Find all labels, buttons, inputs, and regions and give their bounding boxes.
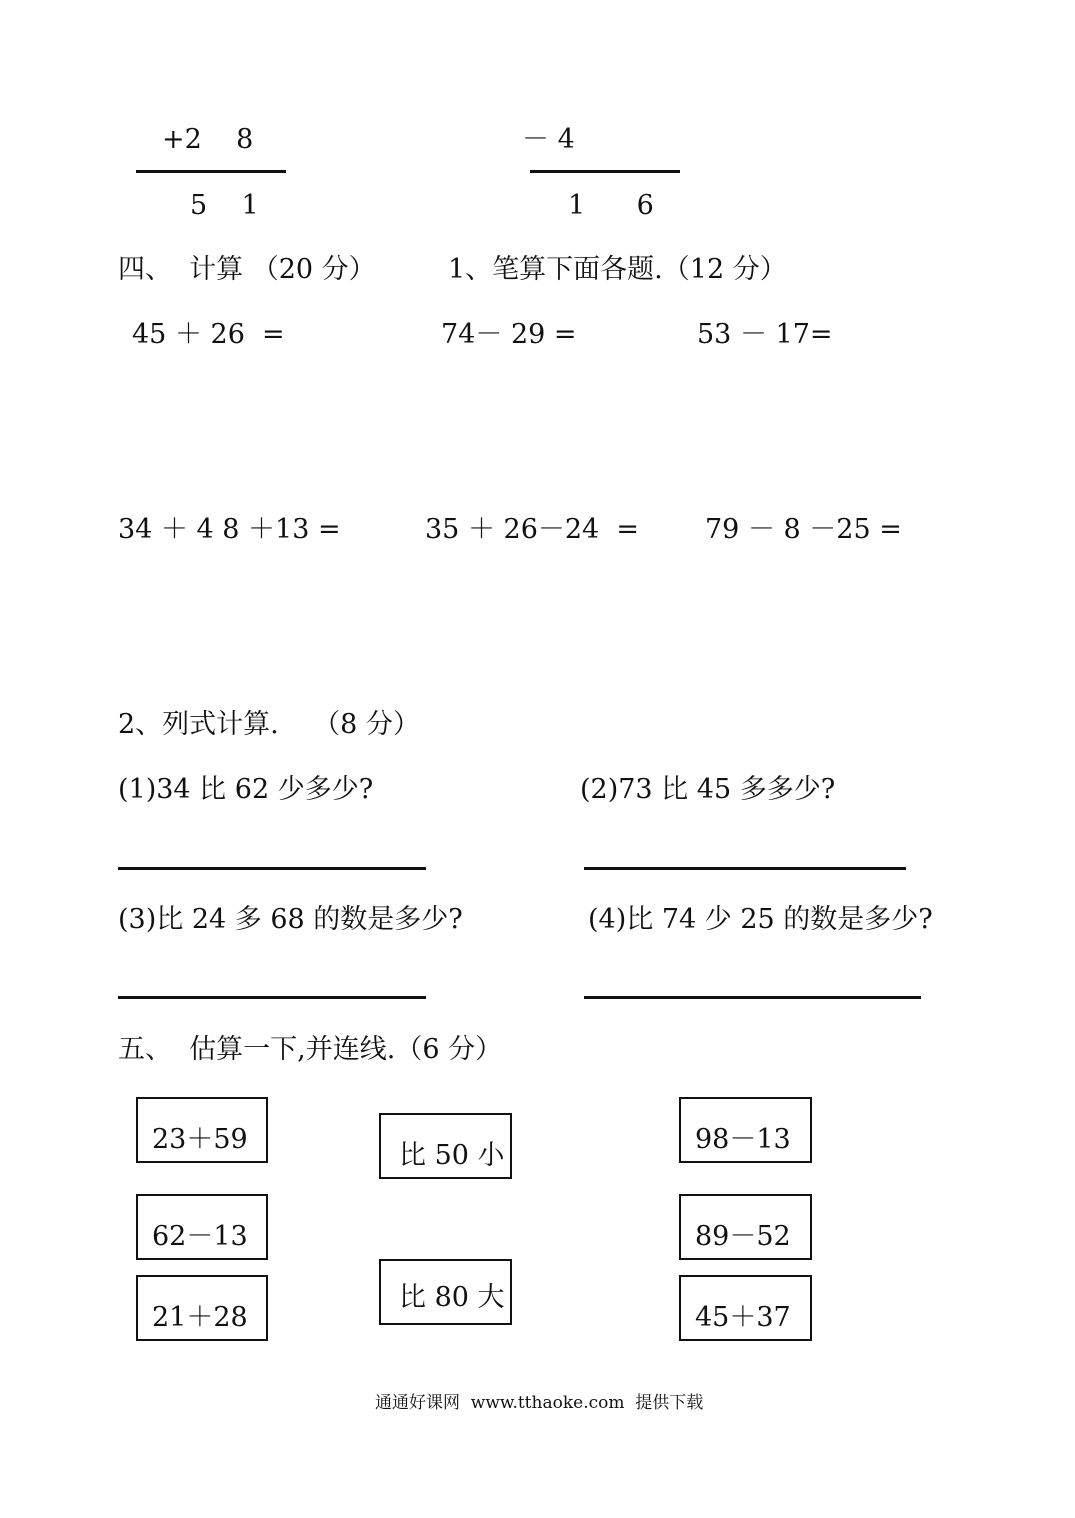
calc-row1-item3: 53 － 17= (697, 319, 833, 350)
answer-line-3[interactable] (118, 996, 426, 999)
answer-line-2[interactable] (584, 867, 906, 870)
vertical-left-rule (136, 170, 286, 173)
estimate-box-right-2[interactable] (679, 1194, 812, 1260)
question-2: (2)73 比 45 多多少? (580, 774, 836, 805)
question-1: (1)34 比 62 少多少? (118, 774, 374, 805)
calc-row2-item3: 79 － 8 －25 = (705, 514, 902, 545)
section5-title: 五、 估算一下,并连线.（6 分） (118, 1034, 503, 1065)
question-3: (3)比 24 多 68 的数是多少? (118, 904, 463, 935)
footer-credit: 通通好课网 www.tthaoke.com 提供下载 (375, 1393, 704, 1413)
estimate-box-right-3[interactable] (679, 1275, 812, 1341)
vertical-right-line2: 1 6 (568, 190, 654, 221)
estimate-box-label: 比 80 大 (399, 1282, 505, 1313)
estimate-box-label: 23＋59 (152, 1124, 248, 1155)
estimate-box-label: 45＋37 (695, 1302, 791, 1333)
estimate-box-label: 比 50 小 (399, 1140, 505, 1171)
vertical-left-line1: +2 8 (162, 124, 254, 155)
estimate-box-right-1[interactable] (679, 1097, 812, 1163)
section4-sub1: 1、笔算下面各题.（12 分） (448, 254, 787, 285)
estimate-box-label: 89－52 (695, 1221, 791, 1252)
calc-row2-item2: 35 ＋ 26－24 = (425, 514, 640, 545)
section4-sub2: 2、列式计算. （8 分） (118, 709, 420, 740)
section4-title: 四、 计算 （20 分） (118, 254, 376, 285)
calc-row2-item1: 34 ＋ 4 8 ＋13 = (118, 514, 341, 545)
vertical-right-rule (530, 170, 680, 173)
question-4: (4)比 74 少 25 的数是多少? (588, 904, 933, 935)
vertical-left-line2: 5 1 (190, 190, 259, 221)
estimate-box-middle-2[interactable] (379, 1259, 512, 1325)
estimate-box-left-1[interactable] (136, 1097, 268, 1163)
answer-line-4[interactable] (584, 996, 921, 999)
vertical-right-line1: － 4 (522, 124, 575, 155)
estimate-box-label: 21＋28 (152, 1302, 248, 1333)
estimate-box-left-2[interactable] (136, 1194, 268, 1260)
estimate-box-middle-1[interactable] (379, 1113, 512, 1179)
estimate-box-label: 98－13 (695, 1124, 791, 1155)
calc-row1-item1: 45 ＋ 26 = (132, 319, 285, 350)
estimate-box-left-3[interactable] (136, 1275, 268, 1341)
estimate-box-label: 62－13 (152, 1221, 248, 1252)
calc-row1-item2: 74－ 29 = (441, 319, 577, 350)
answer-line-1[interactable] (118, 867, 426, 870)
